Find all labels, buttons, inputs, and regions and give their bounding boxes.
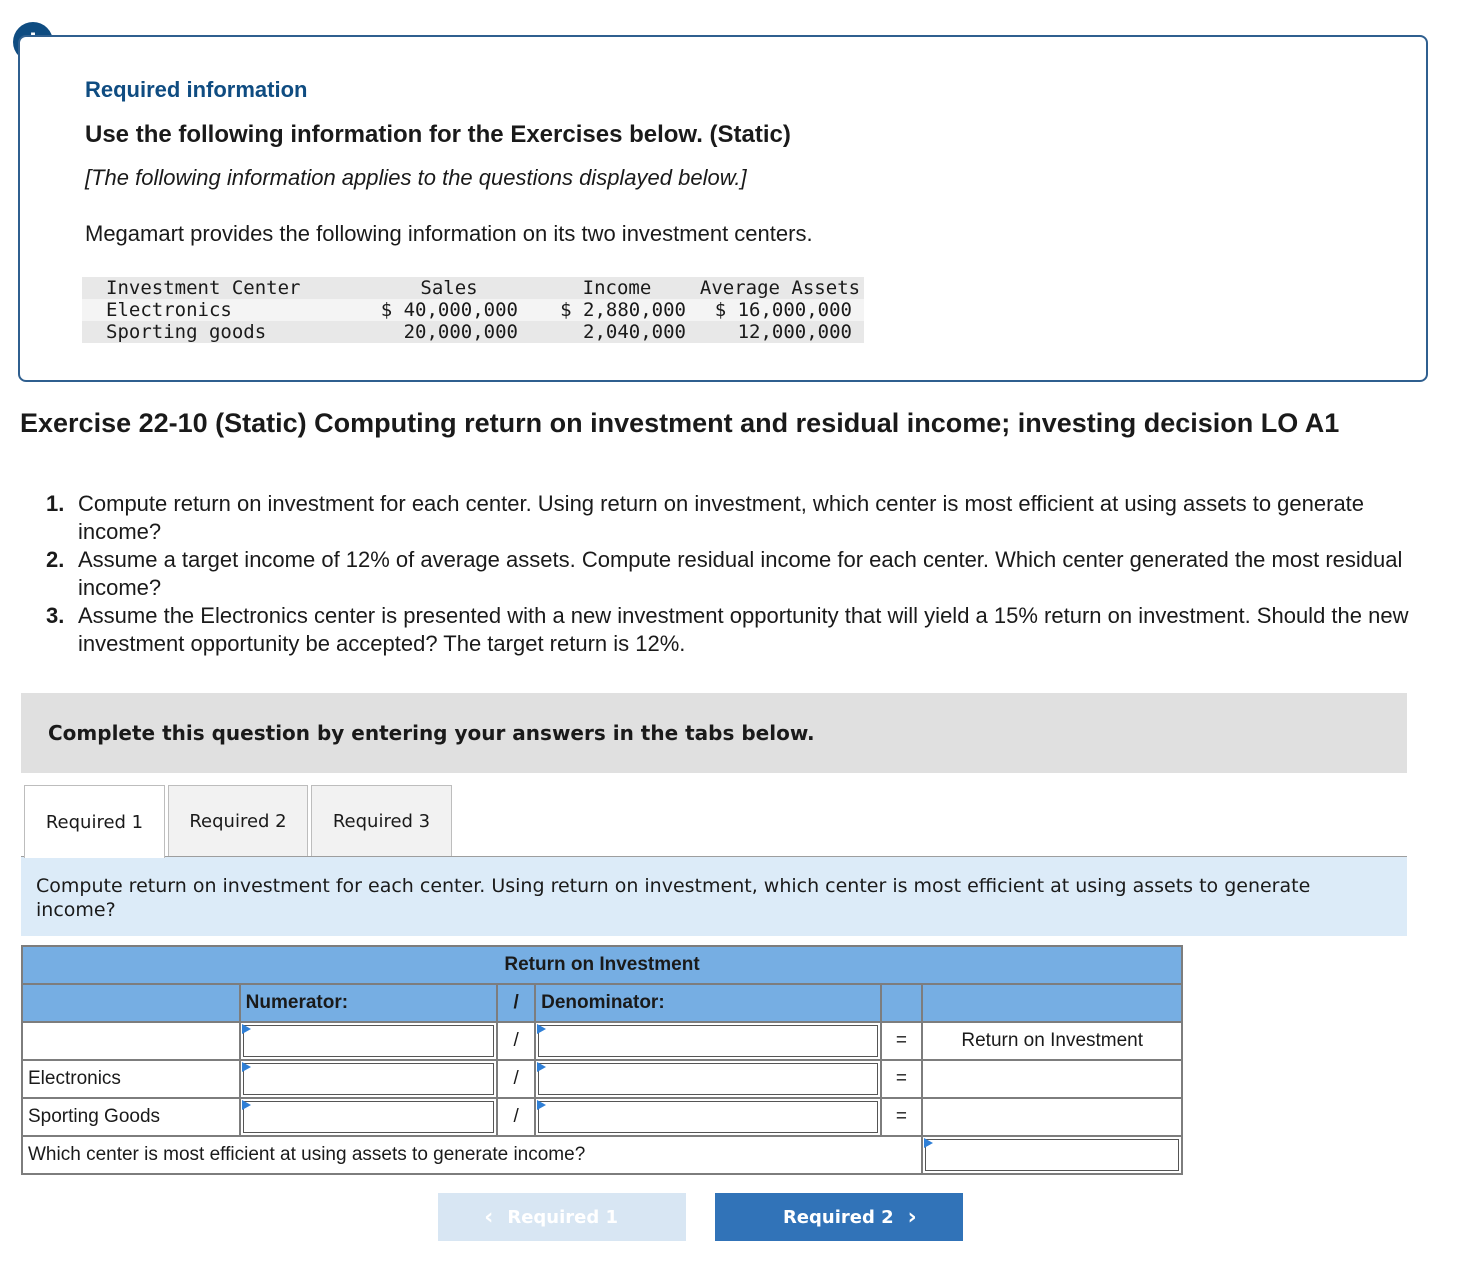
sporting-goods-roi-result	[922, 1098, 1182, 1136]
info-intro: Megamart provides the following information on its two investment centers.	[85, 221, 813, 246]
sporting-goods-numerator-input[interactable]	[243, 1101, 495, 1133]
efficiency-answer-input[interactable]	[925, 1139, 1179, 1171]
input-flag-icon	[537, 1024, 546, 1034]
efficiency-question: Which center is most efficient at using assets to generate income?	[22, 1136, 922, 1174]
table-row	[82, 321, 864, 343]
info-subheading: Use the following information for the Exercises below. (Static)	[85, 121, 791, 148]
question-list	[0, 490, 1440, 658]
cell-center: Electronics	[106, 299, 232, 321]
exercise-title: Exercise 22-10 (Static) Computing return on investment and residual income; investing decision LO A1	[20, 408, 1340, 438]
prev-required-button[interactable]	[438, 1193, 686, 1241]
input-flag-icon	[242, 1100, 251, 1110]
denominator-cell	[535, 1098, 880, 1136]
required-info-box	[18, 35, 1428, 382]
table-header-row	[82, 277, 864, 299]
cell-income: 2,040,000	[583, 321, 686, 343]
efficiency-answer-cell	[922, 1136, 1182, 1174]
row-label-electronics: Electronics	[22, 1060, 240, 1098]
divide-symbol: /	[497, 984, 535, 1022]
equals-symbol: =	[881, 1060, 923, 1098]
cell-center: Sporting goods	[106, 321, 267, 343]
question-text: Assume the Electronics center is presented with a new investment opportunity that will yield a 15% return on investment. Should the new investment opportunity be accepted? The target return is 12%.	[78, 603, 1409, 656]
prev-button-label: Required 1	[507, 1206, 619, 1228]
list-item	[0, 602, 1440, 658]
table-row	[82, 299, 864, 321]
investment-center-table	[82, 277, 864, 343]
instructions-bar: Complete this question by entering your answers in the tabs below.	[21, 693, 1407, 773]
input-flag-icon	[537, 1062, 546, 1072]
question-text: Compute return on investment for each center. Using return on investment, which center is most efficient at using assets to generate income?	[78, 491, 1365, 544]
question-number: 1.	[46, 491, 65, 516]
tab-required-3[interactable]: Required 3	[311, 785, 452, 857]
cell-average-assets: 12,000,000	[737, 321, 852, 343]
divide-symbol: /	[497, 1098, 535, 1136]
cell-average-assets: $ 16,000,000	[714, 299, 852, 321]
numerator-label-input[interactable]	[243, 1025, 495, 1057]
cell-income: $ 2,880,000	[560, 299, 686, 321]
list-item	[0, 490, 1440, 546]
input-flag-icon	[537, 1100, 546, 1110]
numerator-cell	[240, 1098, 498, 1136]
roi-table	[21, 945, 1183, 1175]
header-sales: Sales	[420, 277, 478, 299]
chevron-right-icon: ›	[907, 1204, 917, 1230]
equals-symbol: =	[881, 1098, 923, 1136]
electronics-denominator-input[interactable]	[538, 1063, 877, 1095]
denominator-label-cell	[535, 1022, 880, 1060]
header-average-assets: Average Assets	[699, 277, 861, 299]
question-number: 2.	[46, 547, 65, 572]
divide-symbol: /	[497, 1060, 535, 1098]
cell-sales: 20,000,000	[403, 321, 518, 343]
list-item	[0, 546, 1440, 602]
next-button-label: Required 2	[782, 1206, 894, 1228]
roi-table-title: Return on Investment	[22, 946, 1182, 984]
numerator-cell	[240, 1060, 498, 1098]
electronics-numerator-input[interactable]	[243, 1063, 495, 1095]
next-required-button[interactable]	[715, 1193, 963, 1241]
question-text: Assume a target income of 12% of average assets. Compute residual income for each center. Which center generated the most residual income?	[78, 547, 1403, 600]
numerator-header: Numerator:	[240, 984, 498, 1022]
tab-required-1[interactable]: Required 1	[24, 785, 165, 858]
input-flag-icon	[242, 1062, 251, 1072]
result-label: Return on Investment	[922, 1022, 1182, 1060]
question-number: 3.	[46, 603, 65, 628]
required-info-heading: Required information	[85, 77, 308, 102]
chevron-left-icon: ‹	[484, 1204, 494, 1230]
row-label-sporting-goods: Sporting Goods	[22, 1098, 240, 1136]
equals-symbol: =	[881, 1022, 923, 1060]
question-prompt: Compute return on investment for each center. Using return on investment, which center is most efficient at using assets to generate income?	[21, 857, 1407, 936]
row-label-blank	[22, 1022, 240, 1060]
header-investment-center: Investment Center	[106, 277, 301, 299]
tab-required-2[interactable]: Required 2	[168, 785, 308, 857]
header-income: Income	[582, 277, 652, 299]
header-blank	[922, 984, 1182, 1022]
header-blank	[881, 984, 923, 1022]
divide-symbol: /	[497, 1022, 535, 1060]
cell-sales: $ 40,000,000	[380, 299, 518, 321]
input-flag-icon	[242, 1024, 251, 1034]
electronics-roi-result	[922, 1060, 1182, 1098]
sporting-goods-denominator-input[interactable]	[538, 1101, 877, 1133]
numerator-label-cell	[240, 1022, 498, 1060]
denominator-header: Denominator:	[535, 984, 880, 1022]
denominator-label-input[interactable]	[538, 1025, 877, 1057]
input-flag-icon	[924, 1138, 933, 1148]
header-blank	[22, 984, 240, 1022]
info-applies-note: [The following information applies to the questions displayed below.]	[85, 165, 747, 190]
denominator-cell	[535, 1060, 880, 1098]
